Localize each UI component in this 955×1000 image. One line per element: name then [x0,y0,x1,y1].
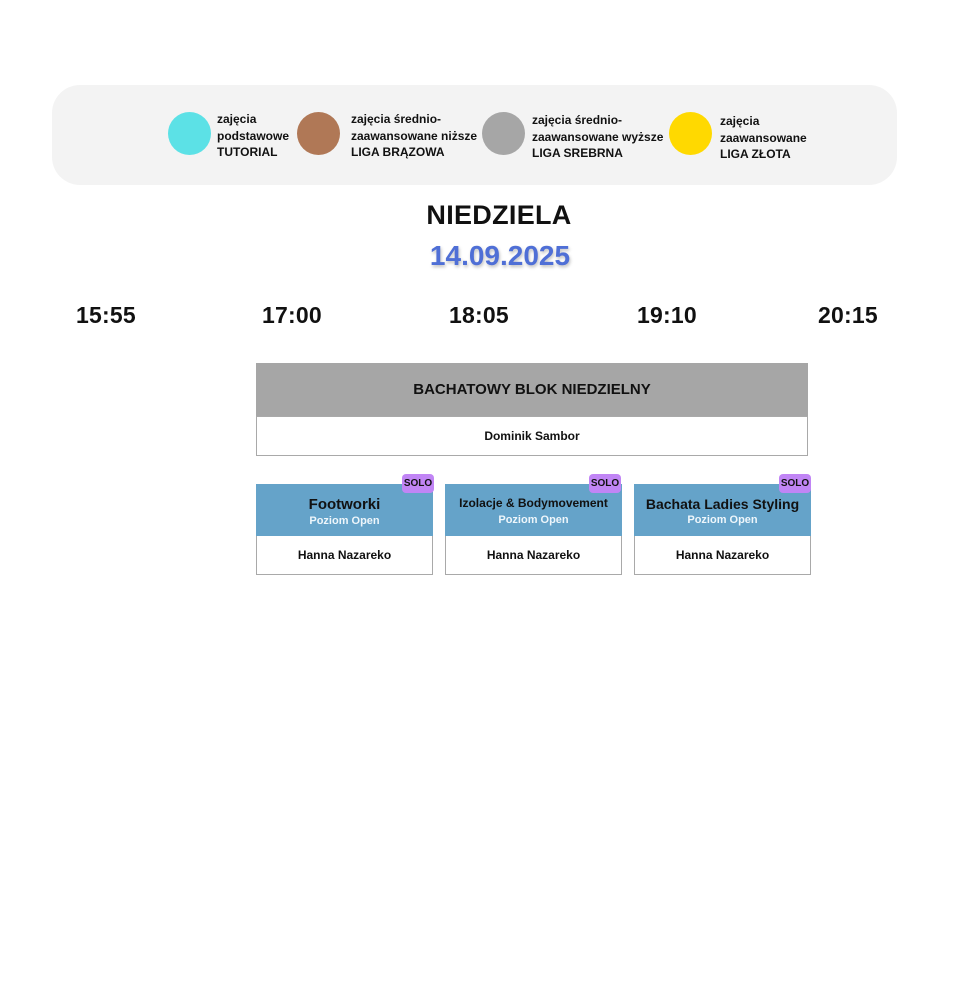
class-card-footworki[interactable] [256,484,433,575]
yellow-dot-icon [669,112,712,155]
legend-label: zajęcia zaawansowane LIGA ZŁOTA [720,114,807,161]
day-date: 14.09.2025 [429,240,571,271]
solo-badge: SOLO [402,474,434,493]
day-name: NIEDZIELA [426,200,572,230]
time-label: 17:00 [262,302,322,328]
solo-badge: SOLO [779,474,811,493]
time-label: 15:55 [76,302,136,328]
time-label: 20:15 [818,302,878,328]
level-legend [52,85,897,185]
class-instructor: Hanna Nazareko [634,536,811,575]
class-card-ladies-styling[interactable] [634,484,811,575]
legend-label: zajęcia średnio- zaawansowane niższe LIGA BRĄZOWA [351,112,478,159]
grey-dot-icon [482,112,525,155]
class-instructor: Hanna Nazareko [445,536,622,575]
class-level: Poziom Open [498,514,569,526]
time-label: 19:10 [637,302,697,328]
block-title[interactable]: BACHATOWY BLOK NIEDZIELNY [256,363,808,416]
block-instructor: Dominik Sambor [256,416,808,456]
brown-dot-icon [297,112,340,155]
class-card-izolacje[interactable] [445,484,622,575]
class-name: Footworki [308,496,381,513]
class-level: Poziom Open [687,514,758,526]
solo-badge: SOLO [589,474,621,493]
time-label: 18:05 [449,302,509,328]
cyan-dot-icon [168,112,211,155]
class-instructor: Hanna Nazareko [256,536,433,575]
legend-label: zajęcia średnio- zaawansowane wyższe LIGA SREBRNA [532,113,664,160]
class-name: Bachata Ladies Styling [645,496,800,512]
class-level: Poziom Open [309,515,380,527]
class-name: Izolacje & Bodymovement [459,496,608,510]
legend-label: zajęcia podstawowe TUTORIAL [217,112,290,159]
